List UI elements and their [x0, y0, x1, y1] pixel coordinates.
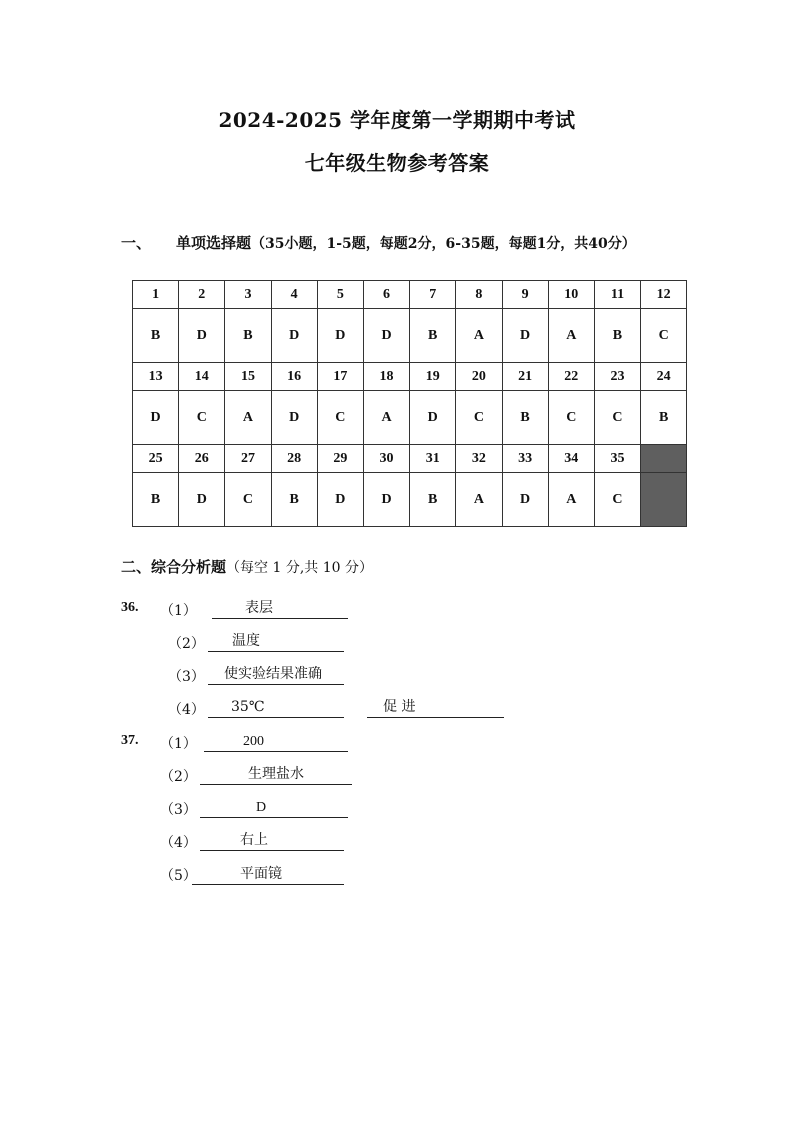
answer-key-subtitle: 七年级生物参考答案 [304, 151, 490, 175]
question-number-cell: 12 [641, 281, 687, 309]
section1-number: 一、 [121, 234, 152, 252]
question-number-row [133, 363, 687, 391]
answer-cell [641, 473, 687, 527]
question-number-cell: 20 [456, 363, 502, 391]
q36-1-label: （1） [160, 603, 197, 619]
q37-5-answer: 平面镜 [192, 865, 344, 885]
answer-cell: D [363, 473, 409, 527]
q36-4-label: （4） [168, 702, 205, 718]
section1-heading [121, 232, 636, 253]
question-number-cell [641, 445, 687, 473]
answer-cell: D [133, 391, 179, 445]
question-number-cell: 26 [179, 445, 225, 473]
section2-heading [121, 556, 373, 577]
question-number-cell: 16 [271, 363, 317, 391]
question-number-cell: 17 [317, 363, 363, 391]
question-number-cell: 23 [594, 363, 640, 391]
question-number-cell: 19 [410, 363, 456, 391]
q37-3-answer: D [200, 798, 348, 818]
answer-cell: A [225, 391, 271, 445]
q36-1-answer: 表层 [212, 599, 348, 619]
question-number-cell: 3 [225, 281, 271, 309]
answer-cell: B [594, 309, 640, 363]
answer-cell: D [317, 473, 363, 527]
question-number-cell: 27 [225, 445, 271, 473]
question-36-number: 36. [121, 600, 139, 615]
question-number-cell: 29 [317, 445, 363, 473]
answer-cell: D [502, 309, 548, 363]
question-number-cell: 7 [410, 281, 456, 309]
section2-note: （每空 1 分,共 10 分） [226, 560, 373, 576]
answer-cell: C [548, 391, 594, 445]
answer-row [133, 473, 687, 527]
question-number-cell: 35 [594, 445, 640, 473]
q37-2-answer: 生理盐水 [200, 765, 352, 785]
section2-title: 二、综合分析题 [121, 558, 227, 576]
answer-cell: C [225, 473, 271, 527]
answer-cell: B [133, 309, 179, 363]
question-number-cell: 8 [456, 281, 502, 309]
answer-cell: D [502, 473, 548, 527]
question-number-row [133, 281, 687, 309]
q37-1-answer: 200 [204, 732, 348, 752]
exam-title: 2024-2025 学年度第一学期期中考试 [218, 108, 576, 132]
answer-row [133, 309, 687, 363]
answer-cell: C [594, 391, 640, 445]
q36-2-answer: 温度 [208, 632, 344, 652]
q37-1-label: （1） [160, 736, 197, 752]
section1-title: 单项选择题 [176, 234, 252, 252]
q36-3-label: （3） [168, 669, 205, 685]
section1-note: （35小题，1-5题，每题2分，6-35题，每题1分，共40分） [251, 236, 636, 252]
answer-cell: D [317, 309, 363, 363]
answer-cell: B [225, 309, 271, 363]
answer-cell: B [502, 391, 548, 445]
answer-cell: C [179, 391, 225, 445]
question-number-cell: 32 [456, 445, 502, 473]
q37-4-label: （4） [160, 835, 197, 851]
answer-cell: C [317, 391, 363, 445]
answer-row [133, 391, 687, 445]
question-number-cell: 22 [548, 363, 594, 391]
answer-cell: B [410, 473, 456, 527]
answer-cell: C [641, 309, 687, 363]
q36-4-answer-a: 35℃ [208, 698, 344, 718]
q36-4-answer-b: 促 进 [367, 698, 504, 718]
question-number-cell: 5 [317, 281, 363, 309]
q37-2-label: （2） [160, 769, 197, 785]
question-number-cell: 21 [502, 363, 548, 391]
answer-cell: A [363, 391, 409, 445]
answer-cell: D [179, 309, 225, 363]
question-number-cell: 34 [548, 445, 594, 473]
answer-cell: D [271, 309, 317, 363]
q36-2-label: （2） [168, 636, 205, 652]
question-number-cell: 2 [179, 281, 225, 309]
question-number-cell: 33 [502, 445, 548, 473]
question-number-cell: 13 [133, 363, 179, 391]
question-number-cell: 4 [271, 281, 317, 309]
question-number-cell: 15 [225, 363, 271, 391]
answer-cell: B [271, 473, 317, 527]
question-number-cell: 25 [133, 445, 179, 473]
question-number-cell: 6 [363, 281, 409, 309]
question-number-cell: 31 [410, 445, 456, 473]
question-number-cell: 14 [179, 363, 225, 391]
q36-3-answer: 使实验结果准确 [208, 665, 344, 685]
question-number-cell: 11 [594, 281, 640, 309]
question-number-cell: 24 [641, 363, 687, 391]
answer-cell: A [456, 473, 502, 527]
q37-4-answer: 右上 [200, 831, 344, 851]
answer-cell: D [410, 391, 456, 445]
answer-cell: A [456, 309, 502, 363]
answer-cell: A [548, 473, 594, 527]
answer-cell: C [594, 473, 640, 527]
question-number-row [133, 445, 687, 473]
answer-cell: B [133, 473, 179, 527]
answer-cell: B [410, 309, 456, 363]
question-number-cell: 30 [363, 445, 409, 473]
question-number-cell: 9 [502, 281, 548, 309]
answer-cell: A [548, 309, 594, 363]
answer-cell: D [179, 473, 225, 527]
answer-cell: D [271, 391, 317, 445]
q37-3-label: （3） [160, 802, 197, 818]
answer-cell: C [456, 391, 502, 445]
question-number-cell: 18 [363, 363, 409, 391]
question-37-number: 37. [121, 733, 139, 748]
question-number-cell: 28 [271, 445, 317, 473]
answer-cell: B [641, 391, 687, 445]
question-number-cell: 10 [548, 281, 594, 309]
q37-5-label: （5） [160, 868, 197, 884]
answer-cell: D [363, 309, 409, 363]
answer-table [132, 280, 687, 527]
question-number-cell: 1 [133, 281, 179, 309]
